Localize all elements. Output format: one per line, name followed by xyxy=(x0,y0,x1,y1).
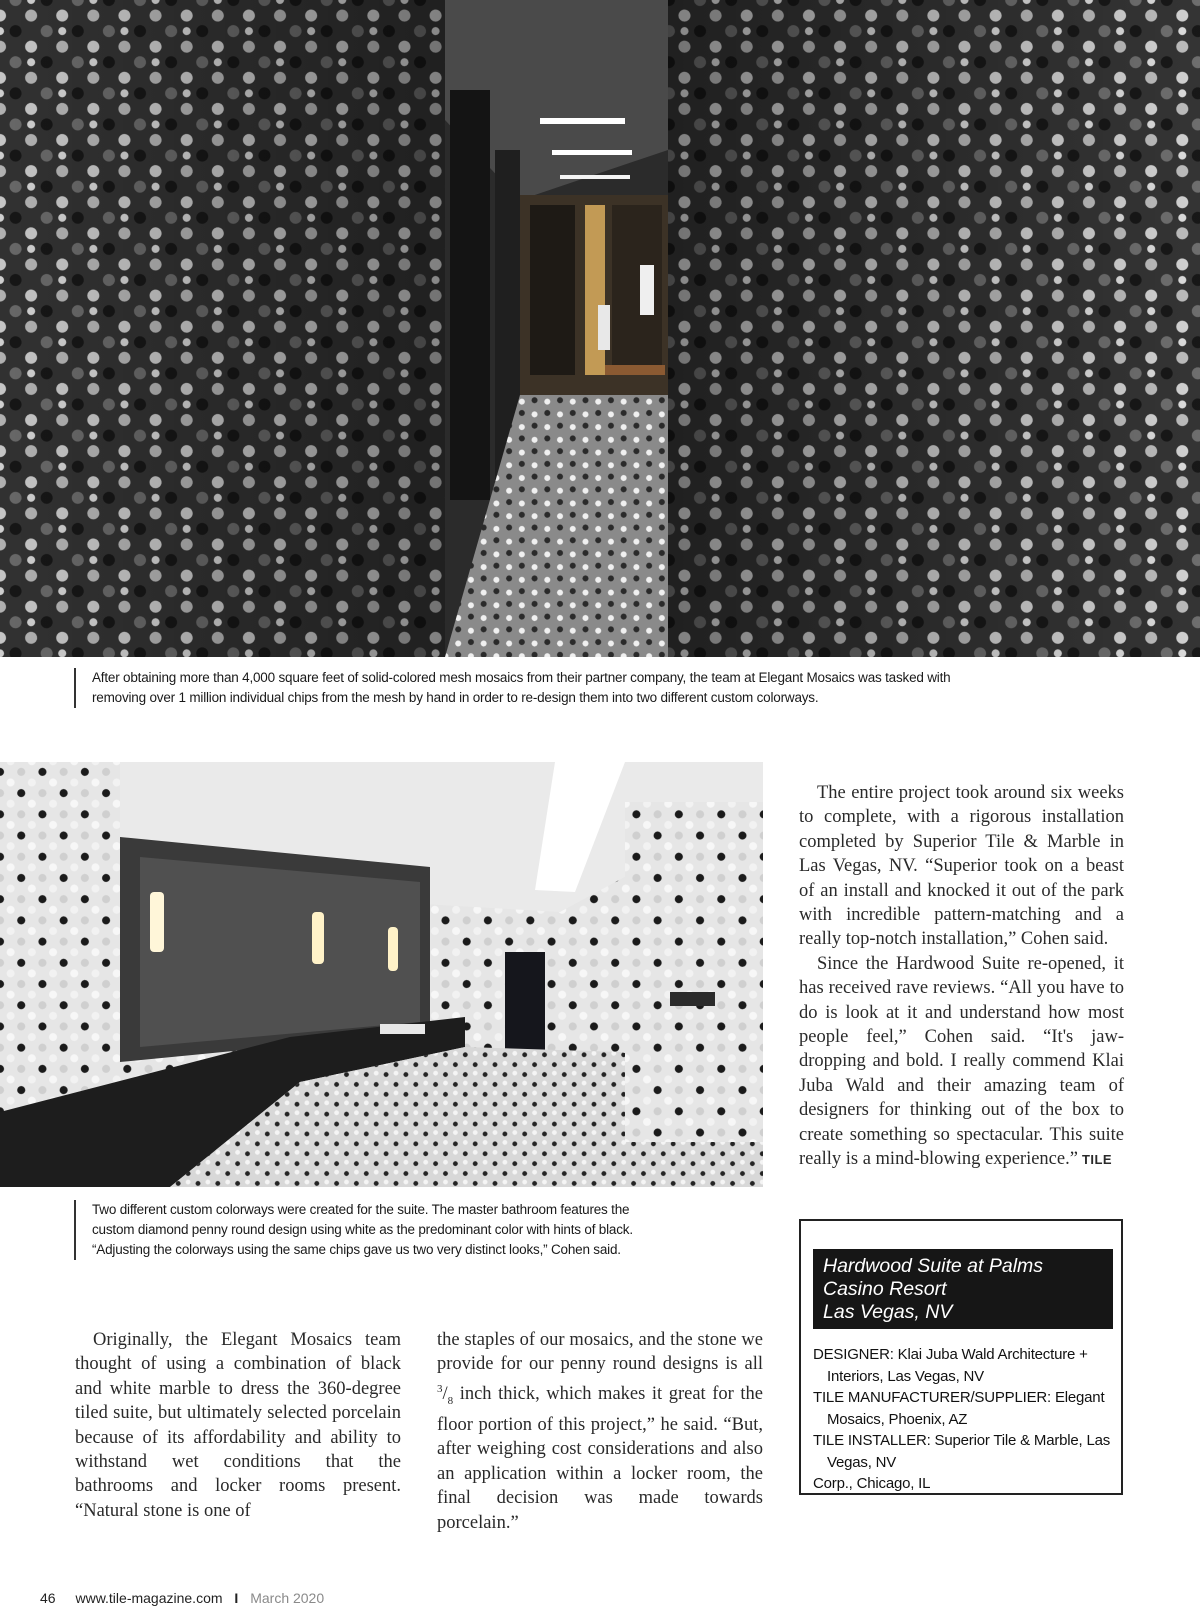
bathroom-photo-caption xyxy=(74,1200,752,1260)
article-paragraph: The entire project took around six weeks to complete, with a rigorous installation completed by Superior Tile & Marble in Las Vegas, NV. “Superior took on a beast of an install and knocked it out of the park with incredible pattern-matching and a really top-notch installation,” Cohen said. xyxy=(799,783,1124,950)
article-column-right xyxy=(799,781,1124,1173)
mosaic-bathroom-photo-icon xyxy=(0,762,763,1187)
article-paragraph: the staples of our mosaics, and the stone we provide for our penny round designs is all $^3/_8$ inch thick, which makes it great for the floor portion of this project,” he said. “But, after weighing cost considerations and also an application within a locker room, the final decision was made towards porcelain.” xyxy=(437,1330,763,1533)
caption-line: Two different custom colorways were created for the suite. The master bathroom features the xyxy=(92,1202,630,1217)
caption-line: custom diamond penny round design using white as the predominant color with hints of black. xyxy=(92,1222,633,1237)
caption-line: removing over 1 million individual chips from the mesh by hand in order to re-design them into two different custom colorways. xyxy=(92,690,819,705)
article-text: Since the Hardwood Suite re-opened, it has received rave reviews. “All you have to do is look at it and understand how most people feel,” Cohen said. “It's jaw-dropping and bold. I really commend Klai Juba Wald and their amazing team of designers for thinking out of the box to create something so spectacular. This suite really is a mind-blowing experience.” xyxy=(799,953,1124,1170)
fraction-denominator: 8 xyxy=(447,1394,454,1407)
credit-row: Corp., Chicago, IL xyxy=(813,1475,931,1492)
hallway-mosaic-photo xyxy=(0,0,1200,657)
bathroom-mosaic-photo xyxy=(0,762,763,1187)
info-box-credits xyxy=(813,1344,1117,1495)
website-link[interactable]: www.tile-magazine.com xyxy=(75,1590,223,1606)
info-header-line: Hardwood Suite at Palms xyxy=(823,1255,1044,1277)
credit-row: DESIGNER: Klai Juba Wald Architecture + Interiors, Las Vegas, NV xyxy=(813,1346,1088,1385)
caption-line: After obtaining more than 4,000 square feet of solid-colored mesh mosaics from their partner company, the team at Elegant Mosaics was tasked with xyxy=(92,670,951,685)
info-box-header xyxy=(813,1249,1113,1329)
hallway-photo-caption xyxy=(74,668,1102,708)
end-mark: TILE xyxy=(1081,1152,1113,1168)
caption-line: “Adjusting the colorways using the same chips gave us two very distinct looks,” Cohen said. xyxy=(92,1242,621,1257)
fraction-numerator: 3 xyxy=(437,1382,443,1395)
page-number: 46 xyxy=(40,1590,56,1606)
page-footer xyxy=(40,1590,324,1606)
article-paragraph: Originally, the Elegant Mosaics team thought of using a combination of black and white marble to dress the 360-degree tiled suite, but ultimately selected porcelain because of its affordability and ability to withstand wet conditions that the bathrooms and locker rooms present. “Natural stone is one of xyxy=(75,1330,401,1521)
info-header-line: Las Vegas, NV xyxy=(823,1301,953,1323)
article-column-left xyxy=(75,1328,401,1523)
credit-row: TILE MANUFACTURER/SUPPLIER: Elegant Mosaics, Phoenix, AZ xyxy=(813,1389,1105,1428)
issue-date: March 2020 xyxy=(250,1590,325,1606)
mosaic-hallway-photo-icon xyxy=(0,0,1200,657)
article-column-middle xyxy=(437,1328,763,1535)
credit-row: TILE INSTALLER: Superior Tile & Marble, Las Vegas, NV xyxy=(813,1432,1111,1471)
article-text: the staples of our mosaics, and the stone we provide for our penny round designs is all xyxy=(437,1330,763,1375)
footer-separator: I xyxy=(234,1590,239,1606)
project-info-box xyxy=(799,1219,1123,1495)
article-text: inch thick, which makes it great for the floor portion of this project,” he said. “But, after weighing cost considerations and also an application within a locker room, the final decision was made towards porcelain.” xyxy=(437,1383,763,1533)
article-paragraph xyxy=(799,952,1124,1173)
info-header-line: Casino Resort xyxy=(823,1278,947,1300)
